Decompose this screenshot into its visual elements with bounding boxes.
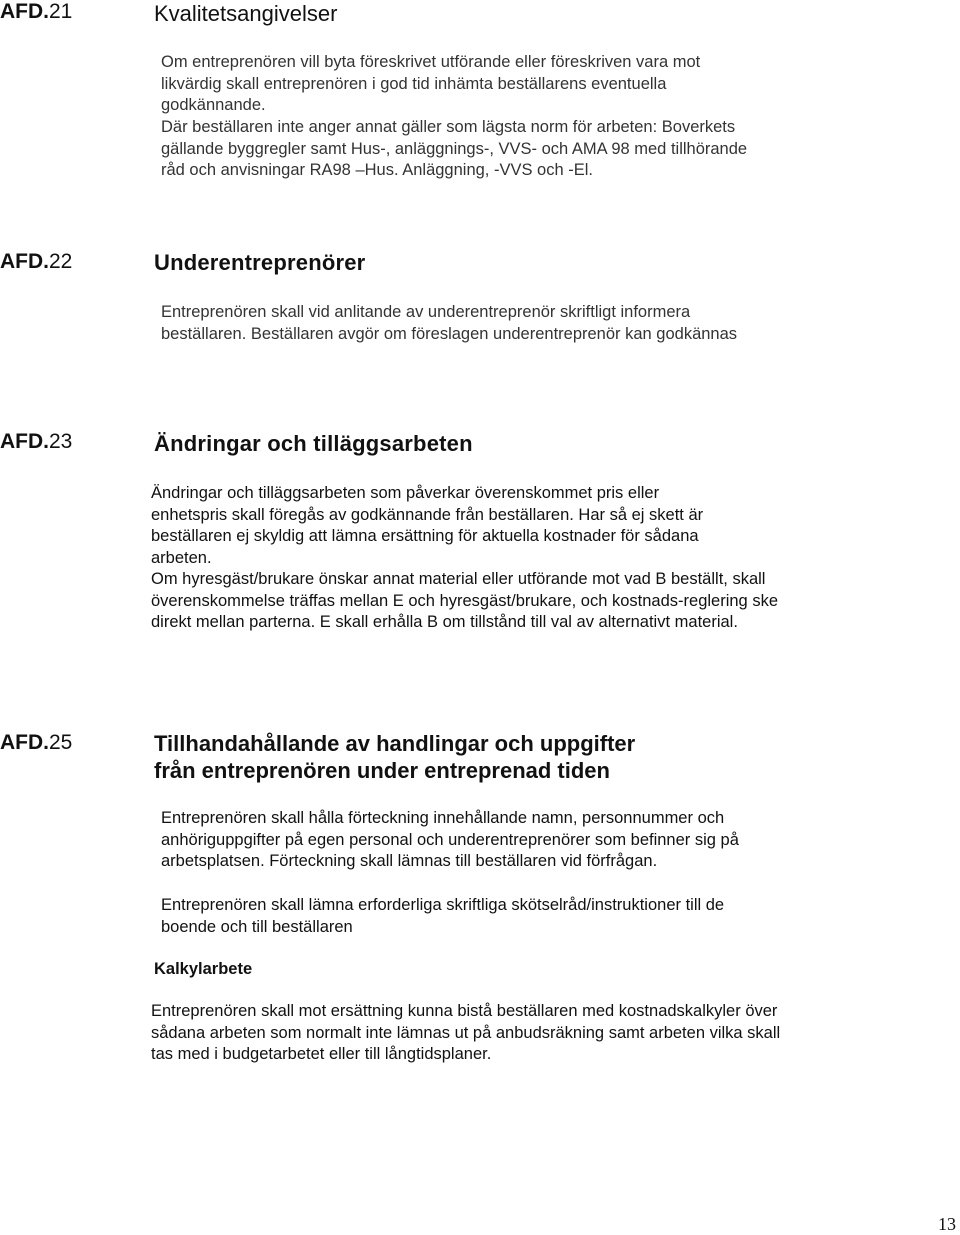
paragraph: Entreprenören skall hålla förteckning innehållande namn, personnummer och anhöriguppgifter på egen personal och underentreprenörer som befinner sig på arbetsplatsen. Förteckning skall lämnas till beställaren vid förfrågan.	[161, 809, 739, 870]
code-number: 22	[49, 250, 73, 273]
paragraph: Om entreprenören vill byta föreskrivet utförande eller föreskriven vara mot likvärdig skall entreprenören i god tid inhämta beställarens eventuella godkännande.	[161, 53, 701, 114]
paragraph: Ändringar och tilläggsarbeten som påverkar överenskommet pris eller enhetspris skall föregås av godkännande från beställaren. Har så ej skett är beställaren ej skyldig att lämna ersättning för aktuella kostnader för sådana arbeten.	[151, 484, 704, 567]
code-number: 23	[49, 430, 73, 453]
section-title-line-2: från entreprenören under entreprenad tiden	[154, 758, 610, 783]
code-number: 25	[49, 731, 73, 754]
subheading: Kalkylarbete	[154, 960, 253, 978]
code-number: 21	[49, 0, 73, 23]
code-prefix: AFD.	[0, 731, 49, 754]
page-number: 13	[938, 1214, 956, 1234]
code-prefix: AFD.	[0, 250, 49, 273]
code-prefix: AFD.	[0, 0, 49, 23]
code-prefix: AFD.	[0, 430, 49, 453]
section-title: Ändringar och tilläggsarbeten	[154, 431, 473, 456]
section-code	[0, 250, 72, 274]
section-code	[0, 0, 72, 24]
paragraph: Entreprenören skall mot ersättning kunna bistå beställaren med kostnadskalkyler över sådana arbeten som normalt inte lämnas ut på anbudsräkning samt arbeten vilka skall tas med i budgetarbetet eller till långtidsplaner.	[151, 1002, 781, 1063]
section-title: Underentreprenörer	[154, 250, 366, 275]
paragraph: Om hyresgäst/brukare önskar annat material eller utförande mot vad B beställt, skall överenskommelse träffas mellan E och hyresgäst/brukare, och kostnads-reglering ske direkt mellan parterna. E skall erhålla B om tillstånd till val av alternativt material.	[151, 570, 778, 631]
paragraph: Där beställaren inte anger annat gäller som lägsta norm för arbeten: Boverkets gällande byggregler samt Hus-, anläggnings-, VVS- och AMA 98 med tillhörande råd och anvisningar RA98 –Hus. Anläggning, -VVS och -El.	[161, 118, 748, 179]
section-title-line-1: Tillhandahållande av handlingar och uppgifter	[154, 731, 636, 756]
section-title: Kvalitetsangivelser	[154, 1, 338, 26]
paragraph: Entreprenören skall vid anlitande av underentreprenör skriftligt informera beställaren. Beställaren avgör om föreslagen underentreprenör kan godkännas	[161, 303, 738, 343]
section-code	[0, 731, 72, 755]
section-code	[0, 430, 72, 454]
paragraph: Entreprenören skall lämna erforderliga skriftliga skötselråd/instruktioner till de boende och till beställaren	[161, 896, 725, 936]
